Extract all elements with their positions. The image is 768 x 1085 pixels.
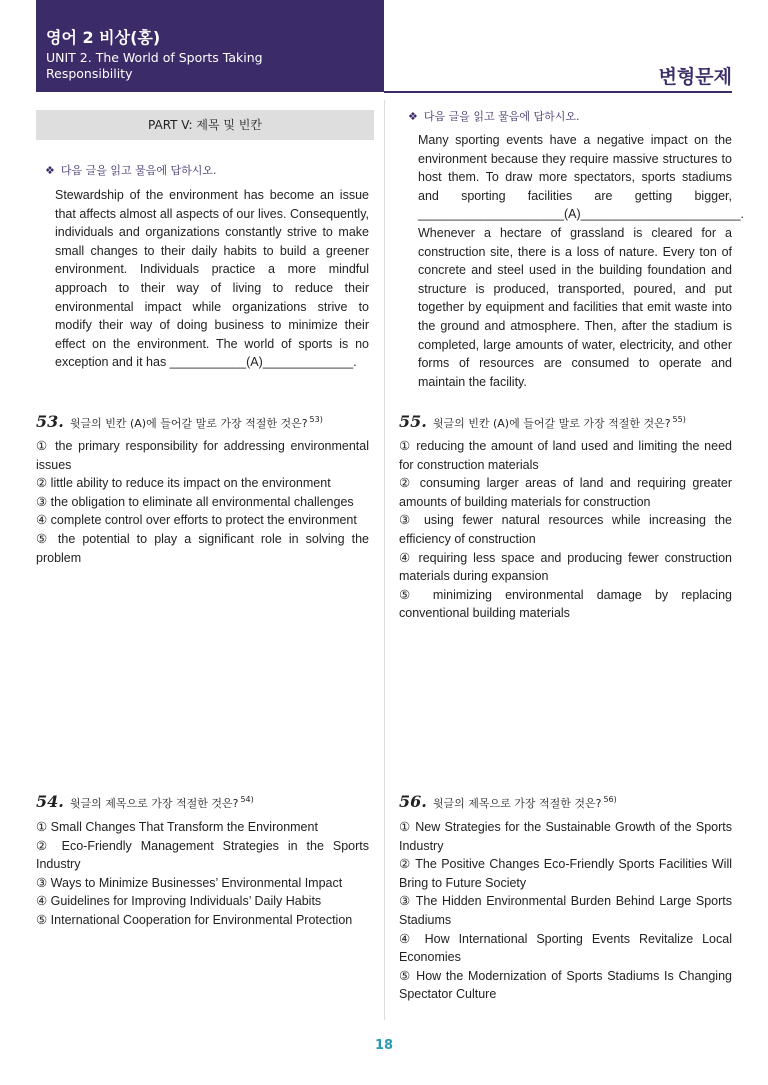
question-number: 56.: [399, 792, 427, 811]
option-4[interactable]: ④ How International Sporting Events Revitalize Local Economies: [399, 931, 732, 965]
options-53: [36, 437, 369, 567]
question-prompt: 윗글의 빈칸 (A)에 들어갈 말로 가장 적절한 것은?: [432, 417, 671, 430]
diamond-bullet-icon: ❖: [408, 110, 418, 123]
option-4[interactable]: ④ requiring less space and producing fewer construction materials during expansion: [399, 550, 732, 584]
option-2[interactable]: ② little ability to reduce its impact on the environment: [36, 476, 331, 491]
question-number: 53.: [36, 412, 64, 431]
question-54: [36, 792, 254, 811]
option-3[interactable]: ③ The Hidden Environmental Burden Behind Large Sports Stadiums: [399, 894, 732, 927]
header-rule: [384, 91, 732, 93]
question-prompt: 윗글의 빈칸 (A)에 들어갈 말로 가장 적절한 것은?: [69, 417, 308, 430]
page-number: 18: [374, 1038, 394, 1053]
options-56: [399, 818, 732, 1004]
header-banner: [36, 0, 384, 92]
option-3[interactable]: ③ the obligation to eliminate all environmental challenges: [36, 494, 354, 509]
section-label: 변형문제: [658, 66, 732, 88]
option-3[interactable]: ③ using fewer natural resources while increasing the efficiency of construction: [399, 513, 732, 546]
question-number: 55.: [399, 412, 427, 431]
question-prompt: 윗글의 제목으로 가장 적절한 것은?: [69, 797, 239, 810]
footnote-mark: 54): [240, 795, 254, 805]
option-4[interactable]: ④ complete control over efforts to protect the environment: [36, 513, 357, 528]
diamond-bullet-icon: ❖: [45, 164, 55, 177]
passage-left: Stewardship of the environment has become an issue that affects almost all aspects of our lives. Consequently, individuals and organizations constantly strive to make small changes to their daily habits to build a greener environment. Individuals practice a more mindful approach to their way of living to reduce their environmental impact while organizations strive to modify their way of doing business to minimize their effect on the environment. The world of sports is no exception and it has ___________(A)_____________.: [55, 188, 369, 370]
option-1[interactable]: ① the primary responsibility for addressing environmental issues: [36, 439, 369, 472]
footnote-mark: 56): [603, 795, 617, 805]
question-prompt: 윗글의 제목으로 가장 적절한 것은?: [432, 797, 602, 810]
passage-right: Many sporting events have a negative impact on the environment because they require massive structures to host them. To draw more spectators, sports stadiums and sporting facilities are getting bigger, _____________________(A)_______________________. Whenever a hectare of grassland is cleared for a construction site, there is a loss of nature. Every ton of concrete and steel used in the building foundation and structure is produced, transported, poured, and put together by equipment and facilities that emit waste into the ground and atmosphere. Then, after the stadium is completed, large amounts of water, electricity, and other forms of resources are consumed to operate and maintain the facility.: [418, 133, 745, 389]
options-54: [36, 818, 369, 930]
option-1[interactable]: ① New Strategies for the Sustainable Growth of the Sports Industry: [399, 820, 732, 853]
column-divider: [384, 100, 385, 1020]
options-55: [399, 437, 732, 623]
option-1[interactable]: ① reducing the amount of land used and limiting the need for construction materials: [399, 439, 732, 472]
unit-title-line2: Responsibility: [46, 66, 133, 81]
option-4[interactable]: ④ Guidelines for Improving Individuals’ Daily Habits: [36, 894, 322, 909]
instruction-text: 다음 글을 읽고 물음에 답하시오.: [423, 110, 580, 123]
option-2[interactable]: ② Eco-Friendly Management Strategies in the Sports Industry: [36, 838, 369, 872]
unit-title-line1: UNIT 2. The World of Sports Taking: [46, 50, 263, 65]
book-title: 영어 2 비상(홍): [46, 28, 161, 47]
question-number: 54.: [36, 792, 64, 811]
option-5[interactable]: ⑤ minimizing environmental damage by replacing conventional building materials: [399, 587, 732, 621]
footnote-mark: 55): [672, 415, 686, 425]
instruction-left: [45, 162, 217, 178]
option-5[interactable]: ⑤ How the Modernization of Sports Stadiums Is Changing Spectator Culture: [399, 968, 732, 1002]
option-5[interactable]: ⑤ International Cooperation for Environmental Protection: [36, 912, 353, 927]
option-2[interactable]: ② The Positive Changes Eco-Friendly Sports Facilities Will Bring to Future Society: [399, 857, 732, 890]
question-56: [399, 792, 617, 811]
option-3[interactable]: ③ Ways to Minimize Businesses’ Environmental Impact: [36, 875, 343, 890]
instruction-right: [408, 108, 580, 124]
option-1[interactable]: ① Small Changes That Transform the Environment: [36, 820, 318, 834]
part-title: PART V: 제목 및 빈칸: [36, 110, 374, 140]
question-55: [399, 412, 686, 431]
instruction-text: 다음 글을 읽고 물음에 답하시오.: [60, 164, 217, 177]
question-53: [36, 412, 323, 431]
option-5[interactable]: ⑤ the potential to play a significant role in solving the problem: [36, 531, 369, 565]
footnote-mark: 53): [309, 415, 323, 425]
option-2[interactable]: ② consuming larger areas of land and requiring greater amounts of building materials for construction: [399, 476, 732, 509]
